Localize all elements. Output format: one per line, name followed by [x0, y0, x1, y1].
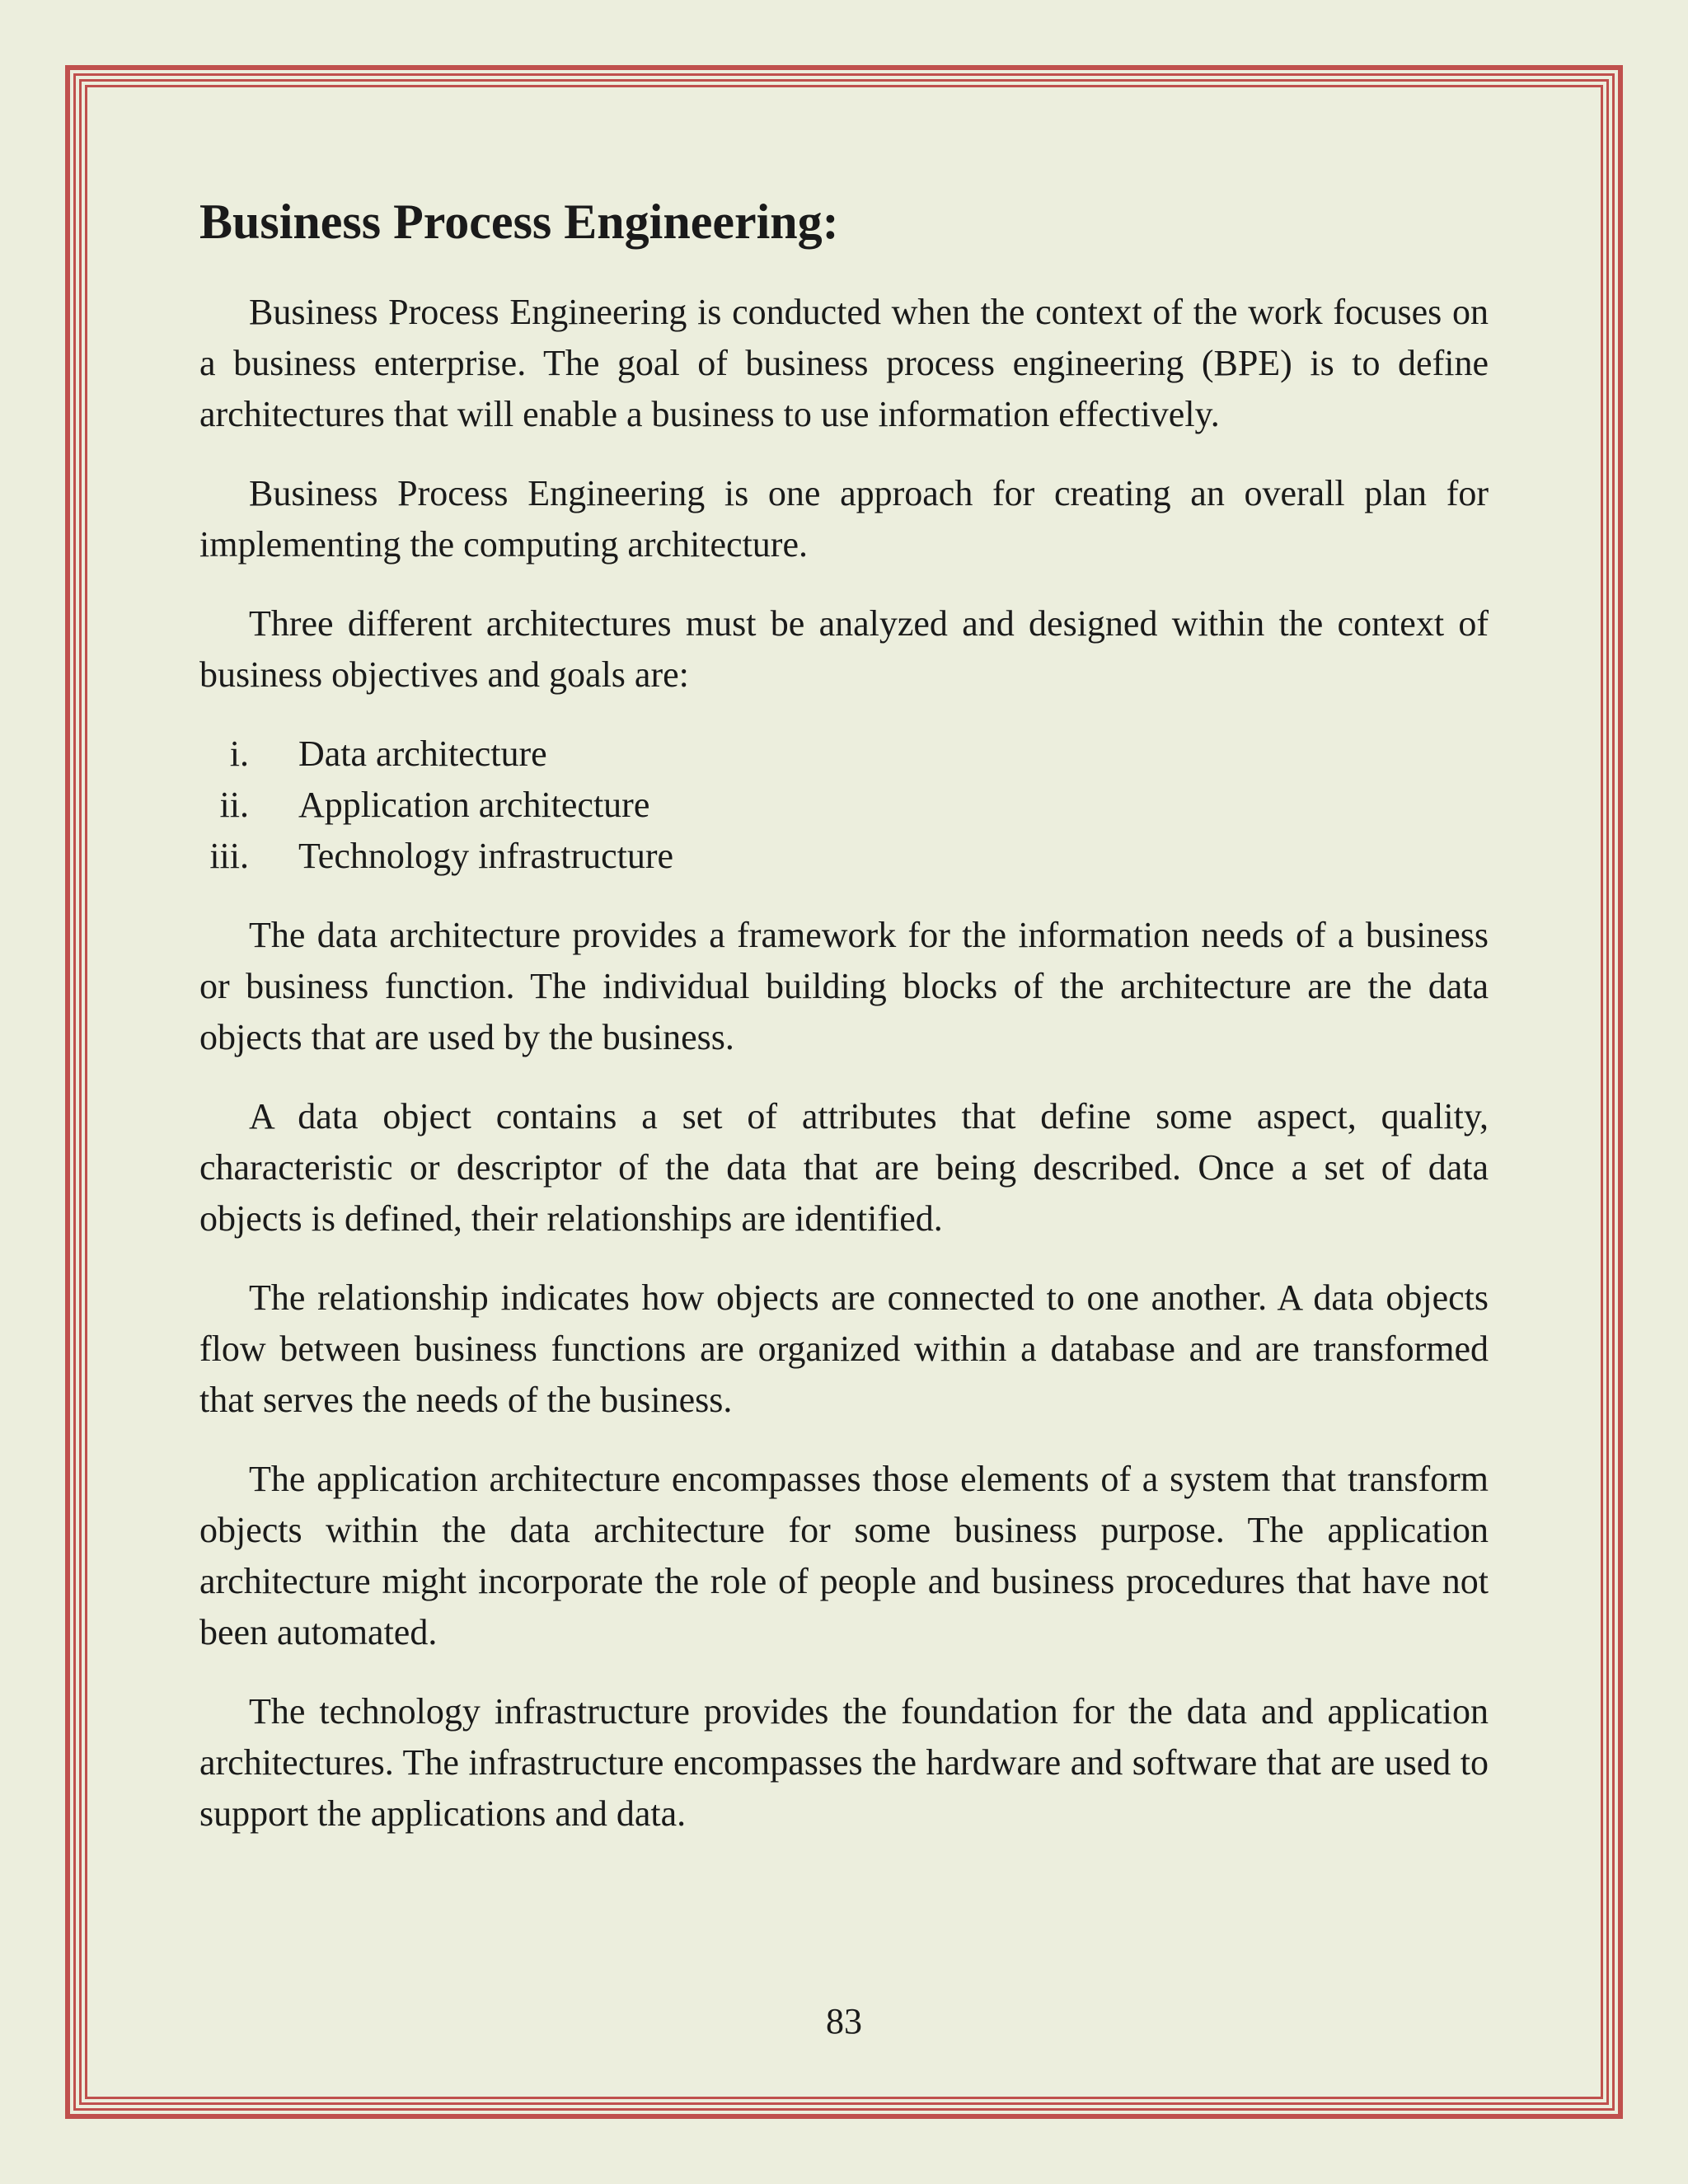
paragraph: The data architecture provides a framework for the information needs of a business or business function. The individual building blocks of the architecture are the data objects that are used by the business. [199, 915, 1489, 1057]
list-item-text: Data architecture [298, 733, 547, 774]
paragraph: The application architecture encompasses those elements of a system that transform objects within the data architecture for some business purpose. The application architecture might incorporate the role of people and business procedures that have not been automated. [199, 1459, 1489, 1652]
list-marker: i. [229, 733, 249, 774]
section-title: Business Process Engineering: [199, 194, 839, 249]
list-marker: ii. [219, 785, 249, 825]
paragraph: The relationship indicates how objects are connected to one another. A data objects flow between business functions are organized within a database and are transformed that serves the needs of the business. [199, 1277, 1489, 1420]
paragraph: Three different architectures must be analyzed and designed within the context of business objectives and goals are: [199, 603, 1489, 695]
architecture-list [199, 729, 1489, 882]
paragraph: A data object contains a set of attributes that define some aspect, quality, characteristic or descriptor of the data that are being described. Once a set of data objects is defined, their relationships are identified. [199, 1096, 1489, 1239]
list-item [199, 780, 1489, 831]
page-content [199, 194, 1489, 1868]
list-item [199, 831, 1489, 882]
paragraph: Business Process Engineering is conducted when the context of the work focuses on a business enterprise. The goal of business process engineering (BPE) is to define architectures that will enable a business to use information effectively. [199, 292, 1489, 434]
list-marker: iii. [209, 836, 249, 876]
page-number: 83 [826, 2001, 862, 2041]
paragraph: Business Process Engineering is one approach for creating an overall plan for implementing the computing architecture. [199, 473, 1489, 565]
list-item [199, 729, 1489, 780]
list-item-text: Technology infrastructure [298, 836, 674, 876]
paragraph: The technology infrastructure provides the foundation for the data and application architectures. The infrastructure encompasses the hardware and software that are used to support the applications and data. [199, 1691, 1489, 1834]
list-item-text: Application architecture [298, 785, 650, 825]
